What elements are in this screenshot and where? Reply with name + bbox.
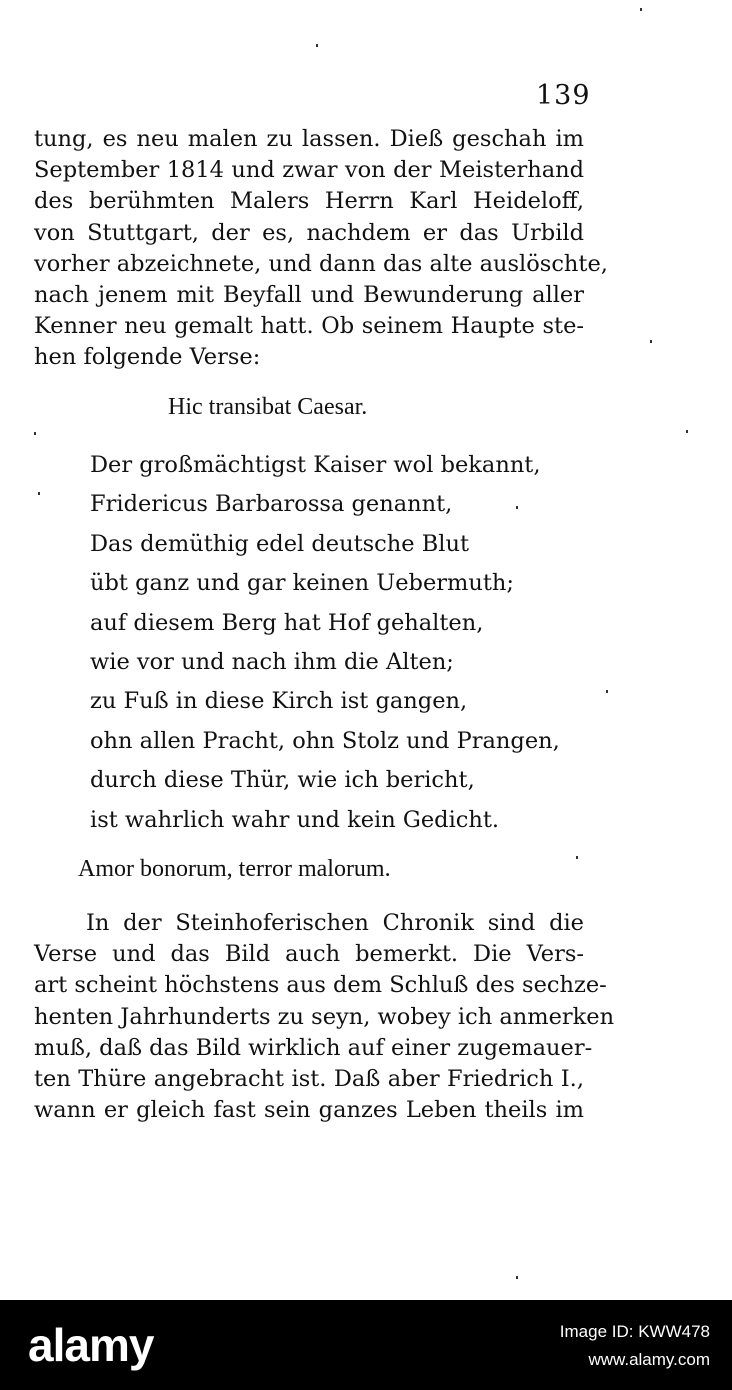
scan-speck bbox=[606, 690, 608, 693]
scan-speck bbox=[686, 430, 688, 433]
scan-speck bbox=[316, 44, 318, 47]
text-line: ten Thüre angebracht ist. Daß aber Friedrich I., bbox=[34, 1065, 584, 1092]
text-line: In der Steinhoferischen Chronik sind die bbox=[86, 910, 584, 936]
text-line: muß, daß das Bild wirklich auf einer zugemauer- bbox=[34, 1034, 593, 1061]
text-line: nach jenem mit Beyfall und Bewunderung aller bbox=[34, 281, 584, 308]
text-line: wann er gleich fast sein ganzes Leben theils im bbox=[34, 1097, 584, 1124]
verse-line: ist wahrlich wahr und kein Gedicht. bbox=[90, 806, 500, 833]
verse-line: ohn allen Pracht, ohn Stolz und Prangen, bbox=[90, 727, 560, 754]
verse-line: auf diesem Berg hat Hof gehalten, bbox=[90, 609, 484, 636]
text-line: vorher abzeichnete, und dann das alte auslöschte, bbox=[34, 250, 608, 277]
paragraph-top bbox=[34, 124, 608, 374]
text-line: September 1814 und zwar von der Meisterhand bbox=[34, 157, 584, 184]
verse-line: Das demüthig edel deutsche Blut bbox=[90, 530, 469, 557]
text-line: Verse und das Bild auch bemerkt. Die Vers- bbox=[34, 941, 584, 968]
text-line: art scheint höchstens aus dem Schluß des sechze- bbox=[34, 972, 607, 999]
stock-watermark-bar bbox=[0, 1300, 732, 1390]
verse-line: Fridericus Barbarossa genannt, bbox=[90, 491, 453, 518]
paragraph-bottom bbox=[34, 908, 615, 1126]
scan-speck bbox=[650, 340, 652, 343]
verse-line: wie vor und nach ihm die Alten; bbox=[90, 648, 454, 675]
section-heading-latin: Hic transibat Caesar. bbox=[168, 394, 368, 420]
scan-speck bbox=[516, 506, 518, 509]
scan-speck bbox=[516, 1276, 518, 1279]
website-label: www.alamy.com bbox=[588, 1350, 710, 1369]
verse-line: zu Fuß in diese Kirch ist gangen, bbox=[90, 688, 468, 715]
alamy-logo: alamy bbox=[28, 1319, 154, 1371]
text-line: des berühmten Malers Herrn Karl Heideloff, bbox=[34, 188, 584, 215]
verse-line: Der großmächtigst Kaiser wol bekannt, bbox=[90, 452, 541, 478]
scan-speck bbox=[576, 856, 578, 859]
scan-speck bbox=[38, 492, 40, 495]
text-line: henten Jahrhunderts zu seyn, wobey ich anmerken bbox=[34, 1003, 615, 1030]
text-line: tung, es neu malen zu lassen. Dieß geschah im bbox=[34, 126, 584, 152]
text-line: hen folgende Verse: bbox=[34, 344, 261, 371]
verse-block bbox=[90, 446, 590, 840]
page-number: 139 bbox=[536, 80, 591, 111]
image-id-label: Image ID: KWW478 bbox=[559, 1322, 710, 1341]
text-line: von Stuttgart, der es, nachdem er das Urbild bbox=[34, 219, 584, 246]
motto-heading: Amor bonorum, terror malorum. bbox=[78, 856, 391, 882]
verse-line: übt ganz und gar keinen Uebermuth; bbox=[90, 570, 514, 597]
text-line: Kenner neu gemalt hatt. Ob seinem Haupte ste- bbox=[34, 313, 584, 340]
scan-speck bbox=[34, 432, 36, 435]
verse-line: durch diese Thür, wie ich bericht, bbox=[90, 767, 475, 794]
scan-speck bbox=[640, 8, 642, 11]
